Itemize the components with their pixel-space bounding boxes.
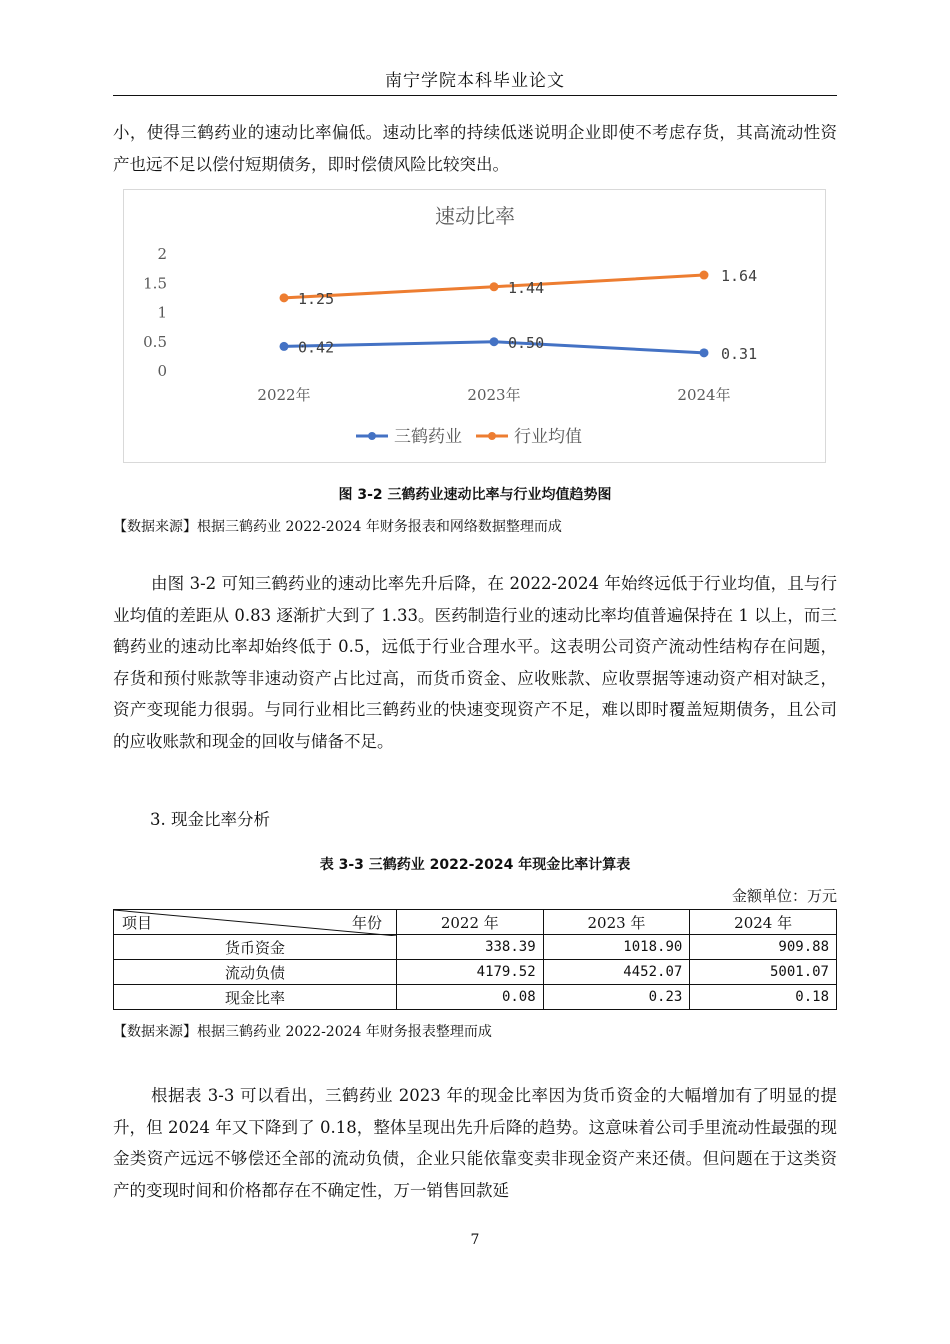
table-cell: 5001.07 [690, 960, 837, 985]
data-point [490, 282, 499, 291]
quick-ratio-chart [123, 189, 826, 463]
column-header: 2024 年 [690, 910, 837, 935]
legend-label: 三鹤药业 [394, 427, 462, 447]
chart-svg [124, 190, 827, 464]
section-heading: 3. 现金比率分析 [150, 810, 270, 829]
cash-ratio-table [113, 909, 837, 1010]
table-cell: 4452.07 [543, 960, 690, 985]
table-cell: 4179.52 [397, 960, 544, 985]
table-corner-cell [114, 910, 397, 935]
legend-label: 行业均值 [514, 427, 582, 447]
table-header-row [114, 910, 837, 935]
table-cell: 338.39 [397, 935, 544, 960]
page-header-title: 南宁学院本科毕业论文 [385, 71, 565, 91]
data-label: 1.25 [298, 289, 335, 308]
figure-caption: 图 3-2 三鹤药业速动比率与行业均值趋势图 [338, 487, 612, 503]
paragraph-3: 根据表 3-3 可以看出，三鹤药业 2023 年的现金比率因为货币资金的大幅增加有了明显的提升，但 2024 年又下降到了 0.18，整体呈现出先升后降的趋势。这意味着公司手里流动性最强的现金类资产远远不够偿还全部的流动负债，企业只能依靠变卖非现金资产来还债。但问题在于这类资产的变现时间和价格都存在不确定性，万一销售回款延 [113, 1086, 837, 1200]
row-label: 流动负债 [114, 960, 397, 985]
table-cell: 1018.90 [543, 935, 690, 960]
corner-label-item: 项目 [122, 914, 153, 932]
table-unit: 金额单位：万元 [731, 887, 837, 905]
row-label: 货币资金 [114, 935, 397, 960]
data-label: 0.50 [508, 333, 545, 352]
table-cell: 0.08 [397, 985, 544, 1010]
y-tick-label: 1.5 [143, 274, 167, 293]
paragraph-2: 由图 3-2 可知三鹤药业的速动比率先升后降，在 2022-2024 年始终远低于行业均值，且与行业均值的差距从 0.83 逐渐扩大到了 1.33。医药制造行业的速动比率均值普遍保持在 1 以上，而三鹤药业的速动比率却始终低于 0.5，远低于行业合理水平。这表明公司资产流动性结构存在问题，存货和预付账款等非速动资产占比过高，而货币资金、应收账款、应收票据等速动资产相对缺乏，资产变现能力很弱。与同行业相比三鹤药业的快速变现资产不足，难以即时覆盖短期债务，且公司的应收账款和现金的回收与储备不足。 [113, 574, 837, 751]
table-row [114, 935, 837, 960]
corner-label-year: 年份 [351, 914, 382, 932]
x-tick-label: 2023年 [467, 386, 521, 404]
data-point [700, 348, 709, 357]
figure-source-note: 【数据来源】根据三鹤药业 2022-2024 年财务报表和网络数据整理而成 [113, 519, 562, 535]
table-cell: 909.88 [690, 935, 837, 960]
table-row [114, 985, 837, 1010]
table-row [114, 960, 837, 985]
y-tick-label: 0.5 [143, 332, 167, 351]
data-point [280, 293, 289, 302]
table-source-note: 【数据来源】根据三鹤药业 2022-2024 年财务报表整理而成 [113, 1024, 492, 1040]
y-tick-label: 0 [157, 362, 167, 380]
header-rule [113, 95, 837, 96]
data-point [700, 271, 709, 280]
data-label: 1.64 [721, 267, 758, 286]
data-label: 0.31 [721, 344, 758, 363]
legend-marker [488, 432, 496, 440]
page-number: 7 [470, 1232, 480, 1248]
data-point [280, 342, 289, 351]
column-header: 2023 年 [543, 910, 690, 935]
column-header: 2022 年 [397, 910, 544, 935]
data-point [490, 337, 499, 346]
table-cell: 0.18 [690, 985, 837, 1010]
y-tick-label: 1 [157, 303, 167, 322]
y-tick-label: 2 [157, 245, 167, 263]
table-cell: 0.23 [543, 985, 690, 1010]
data-label: 1.44 [508, 278, 545, 297]
chart-title: 速动比率 [435, 204, 515, 228]
data-label: 0.42 [298, 338, 335, 357]
table-caption: 表 3-3 三鹤药业 2022-2024 年现金比率计算表 [319, 857, 631, 873]
row-label: 现金比率 [114, 985, 397, 1010]
x-tick-label: 2024年 [677, 386, 731, 404]
legend-marker [368, 432, 376, 440]
paragraph-1: 小，使得三鹤药业的速动比率偏低。速动比率的持续低迷说明企业即使不考虑存货，其高流动性资产也远不足以偿付短期债务，即时偿债风险比较突出。 [113, 123, 837, 174]
x-tick-label: 2022年 [257, 386, 311, 404]
